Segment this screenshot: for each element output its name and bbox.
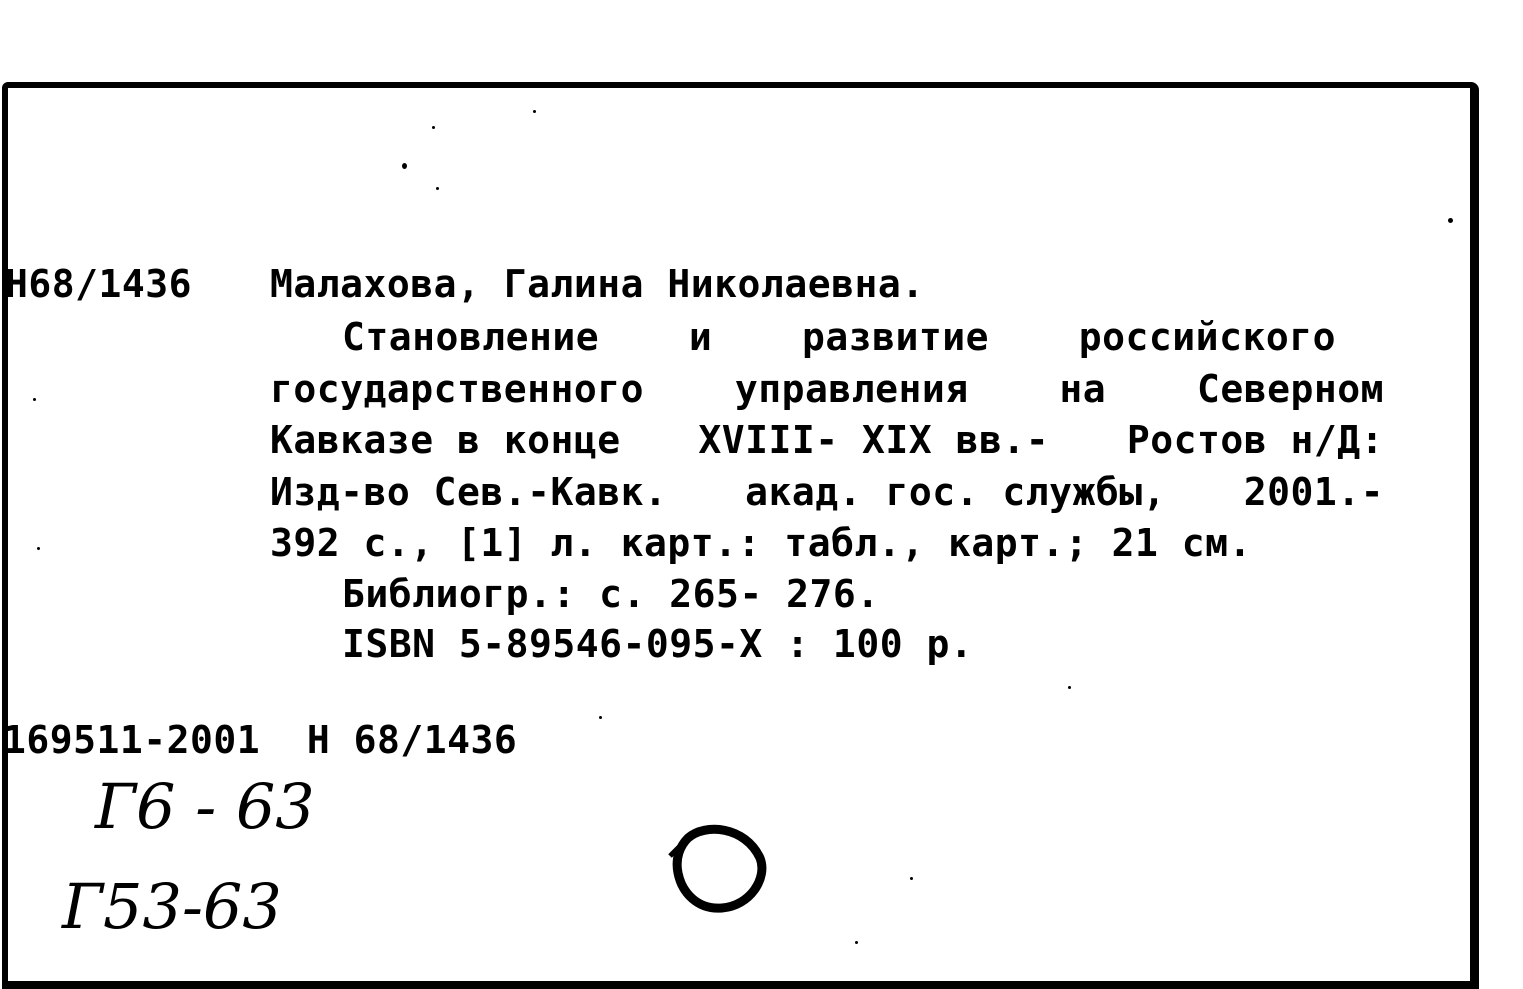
title-word: Ростов н/Д: xyxy=(1126,418,1384,462)
title-word: на xyxy=(1059,367,1107,411)
physical-description: 392 с., [1] л. карт.: табл., карт.; 21 см. xyxy=(270,521,1252,565)
title-word: XVIII- XIX вв.- xyxy=(698,418,1050,462)
title-word: Северном xyxy=(1196,367,1384,411)
title-word: государственного xyxy=(270,367,645,411)
circle-stamp-icon xyxy=(660,818,780,918)
speck xyxy=(402,163,407,169)
title-line-4 xyxy=(270,470,1384,514)
speck xyxy=(855,941,858,944)
speck xyxy=(1068,686,1071,689)
title-word: российского xyxy=(1078,315,1336,359)
title-line-2 xyxy=(270,367,1384,411)
speck xyxy=(1448,218,1453,223)
title-line-1 xyxy=(342,315,1336,359)
title-word: Изд-во Сев.-Кавк. xyxy=(270,470,668,514)
speck xyxy=(432,126,435,129)
bibliography-note: Библиогр.: с. 265- 276. xyxy=(342,572,880,616)
isbn-line: ISBN 5-89546-095-X : 100 р. xyxy=(342,622,974,666)
call-number: Н68/1436 xyxy=(5,262,193,306)
accession-number: 169511-2001 Н 68/1436 xyxy=(3,718,518,762)
title-word: Становление xyxy=(342,315,600,359)
author-heading: Малахова, Галина Николаевна. xyxy=(270,262,925,306)
handwritten-note-2: Г53-63 xyxy=(62,870,282,943)
speck xyxy=(910,877,913,880)
title-word: управления xyxy=(734,367,969,411)
title-line-3 xyxy=(270,418,1384,462)
title-word: 2001.- xyxy=(1243,470,1384,514)
speck xyxy=(37,547,40,550)
title-word: развитие xyxy=(802,315,990,359)
handwritten-note-1: Г6 - 63 xyxy=(95,770,315,843)
speck xyxy=(436,187,439,190)
speck xyxy=(33,398,36,401)
title-word: акад. гос. службы, xyxy=(745,470,1166,514)
speck xyxy=(599,716,602,719)
title-word: Кавказе в конце xyxy=(270,418,621,462)
title-word: и xyxy=(688,315,713,359)
speck xyxy=(533,110,536,113)
